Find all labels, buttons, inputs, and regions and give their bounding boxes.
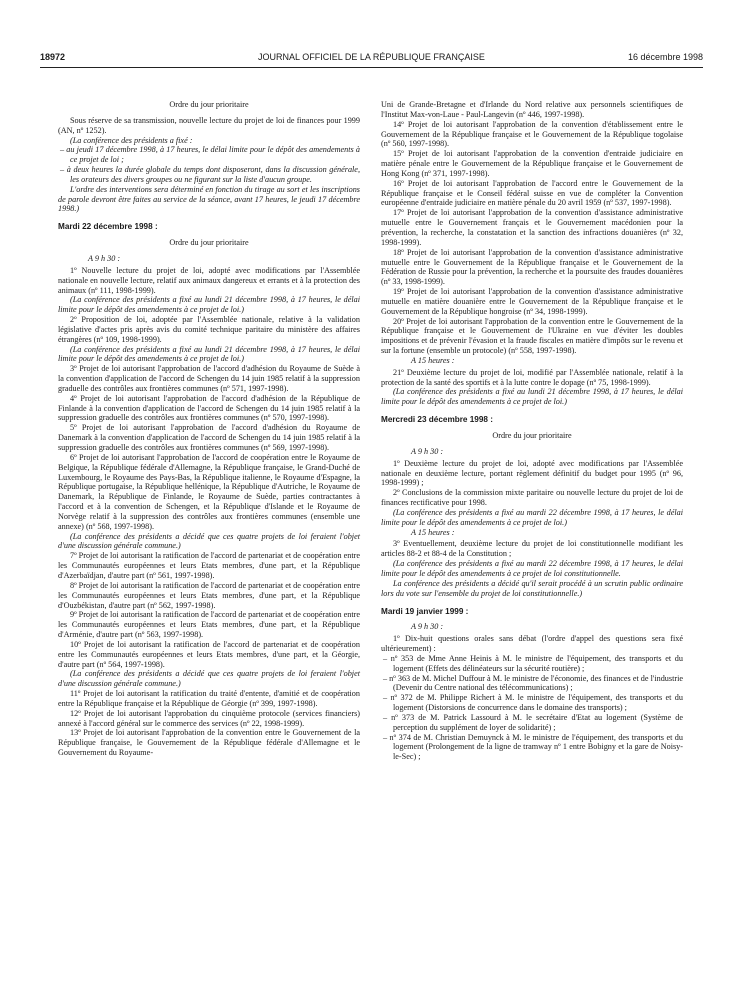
agenda-item: 11º Projet de loi autorisant la ratification du traité d'entente, d'amitié et de coopération entre la République française et la République de Géorgie (nº 399, 1997-1998). [58,689,360,708]
agenda-item: 15º Projet de loi autorisant l'approbation de la convention d'entraide judiciaire en matière pénale entre le Gouvernement de la République française et le Gouvernement de Hong Kong (nº 371, 1997-1998). [381,149,683,178]
section-heading: Ordre du jour prioritaire [492,431,572,440]
question-item: – nº 353 de Mme Anne Heinis à M. le ministre de l'équipement, des transports et du logement (Effets des délinéateurs sur la sécurité routière) ; [383,653,683,673]
note-bullet: – à deux heures la durée globale du temps dont disposeront, dans la discussion générale, les orateurs des divers groupes ou ne figurant sur la liste d'aucun groupe. [60,165,360,184]
agenda-item: 10º Projet de loi autorisant la ratification de l'accord de partenariat et de coopération entre les Communautés européennes et leurs Etats membres, d'une part, et la Géorgie, d'autre part (nº 564, 1997-1998). [58,639,360,669]
time-heading: A 15 heures : [411,355,455,365]
paragraph: Sous réserve de sa transmission, nouvelle lecture du projet de loi de finances pour 1999 (AN, nº 1252). [58,115,360,135]
journal-title: JOURNAL OFFICIEL DE LA RÉPUBLIQUE FRANÇAISE [258,52,485,62]
date-heading: Mardi 19 janvier 1999 : [381,606,469,616]
time-heading: A 15 heures : [411,527,455,537]
section-heading: Ordre du jour prioritaire [169,238,249,248]
conference-note: L'ordre des interventions sera déterminé en fonction du tirage au sort et les inscriptions de parole devront être faites au service de la séance, avant 17 heures, le jeudi 17 décembre 1998.) [58,184,360,214]
page-header [40,52,703,68]
agenda-item: 21º Deuxième lecture du projet de loi, modifié par l'Assemblée nationale, relatif à la protection de la santé des sportifs et à la lutte contre le dopage (nº 75, 1998-1999). [381,367,683,387]
agenda-item: 3º Eventuellement, deuxième lecture du projet de loi constitutionnelle modifiant les articles 88-2 et 88-4 de la Constitution ; [381,539,683,559]
time-heading: A 9 h 30 : [411,622,444,632]
date-heading: Mercredi 23 décembre 1998 : [381,415,493,425]
header-rule [40,67,703,68]
agenda-item: 19º Projet de loi autorisant l'approbation de la convention d'assistance administrative mutuelle en matière douanière entre le Gouvernement de la République française et le Gouvernement de la République hongroise (nº 34, 1998-1999). [381,287,683,316]
conference-note: La conférence des présidents a décidé qu'il serait procédé à un scrutin public ordinaire lors du vote sur l'ensemble du projet de loi constitutionnelle.) [381,578,683,598]
agenda-item: 20º Projet de loi autorisant l'approbation de la convention entre le Gouvernement de la République française et le Gouvernement de l'Ukraine en vue d'éviter les doubles impositions et de prévenir l'évasion et la fraude fiscales en matière d'impôts sur le revenu et sur la fortune (ensemble un protocole) (nº 558, 1997-1998). [381,316,683,356]
note-bullet: – au jeudi 17 décembre 1998, à 17 heures, le délai limite pour le dépôt des amendements à ce projet de loi ; [60,145,360,165]
agenda-item: 18º Projet de loi autorisant l'approbation de la convention d'assistance administrative mutuelle entre le Gouvernement de la République française et le Gouvernement de la Fédération de Russie pour la prévention, la recherche et la poursuite des fraudes douanières (nº 33, 1998-1999). [381,247,683,287]
agenda-item: 14º Projet de loi autorisant l'approbation de la convention d'établissement entre le Gouvernement de la République française et le Gouvernement de la République togolaise (nº 560, 1997-1998). [381,119,683,149]
agenda-item: 13º Projet de loi autorisant l'approbation de la convention entre le Gouvernement de la République française, le Gouvernement de la République fédérale d'Allemagne et le Gouvernement du Royaume- [58,728,360,758]
agenda-item: 5º Projet de loi autorisant l'approbation de l'accord d'adhésion du Royaume de Danemark à la convention d'application de l'accord de Schengen du 14 juin 1985 relatif à la suppression graduelle des contrôles aux frontières communes (nº 569, 1997-1998). [58,423,360,452]
question-item: – nº 374 de M. Christian Demuynck à M. le ministre de l'équipement, des transports et du logement (Prolongement de la ligne de tramway nº 1 entre Bobigny et la gare de Noisy-le-Sec) ; [383,732,683,762]
conference-note: (La conférence des présidents a fixé au lundi 21 décembre 1998, à 17 heures, le délai limite pour le dépôt des amendements à ce projet de loi.) [58,344,360,364]
time-heading: A 9 h 30 : [411,446,444,456]
time-heading: A 9 h 30 : [88,253,121,263]
question-item: – nº 373 de M. Patrick Lassourd à M. le secrétaire d'Etat au logement (Système de perception du supplément de loyer de solidarité) ; [383,712,683,732]
agenda-item: 6º Projet de loi autorisant l'approbation de l'accord de coopération entre le Royaume de Belgique, la République fédérale d'Allemagne, la République française, le Grand-Duché de Luxembourg, le Royaume des Pays-Bas, la République italienne, le Royaume d'Espagne, la République portugaise, la République hellénique, la République d'Autriche, le Royaume de Danemark, la République de Finlande, le Royaume de Suède, parties contractantes à l'accord et à la convention de Schengen, et la République d'Islande et le Royaume de Norvège relatif à la suppression des contrôles aux frontières communes (ensemble une annexe) (nº 568, 1997-1998). [58,452,360,531]
agenda-item: 17º Projet de loi autorisant l'approbation de la convention d'assistance administrative mutuelle entre le Gouvernement français et le Gouvernement macédonien pour la prévention, la recherche, la constatation et la sanction des infractions douanières (nº 32, 1998-1999). [381,208,683,247]
conference-note: (La conférence des présidents a décidé que ces quatre projets de loi feraient l'objet d'une discussion générale commune.) [58,531,360,551]
agenda-item-continued: Uni de Grande-Bretagne et d'Irlande du Nord relative aux personnels scientifiques de l'Institut Max-von-Laue - Paul-Langevin (nº 446, 1997-1998). [381,100,683,119]
question-item: – nº 363 de M. Michel Duffour à M. le ministre de l'économie, des finances et de l'industrie (Devenir du Centre national des télécommunications) ; [383,673,683,693]
date-heading: Mardi 22 décembre 1998 : [58,222,158,232]
agenda-item: 1º Deuxième lecture du projet de loi, adopté avec modifications par l'Assemblée nationale en deuxième lecture, portant règlement définitif du budget pour 1995 (nº 96, 1998-1999) ; [381,458,683,488]
agenda-item: 8º Projet de loi autorisant la ratification de l'accord de partenariat et de coopération entre les Communautés européennes et leurs Etats membres, d'une part, et la République d'Ouzbékistan, d'autre part (nº 562, 1997-1998). [58,580,360,610]
agenda-item: 1º Nouvelle lecture du projet de loi, adopté avec modifications par l'Assemblée nationale en nouvelle lecture, relatif aux animaux dangereux et errants et à la protection des animaux (nº 111, 1998-1999). [58,265,360,295]
agenda-item: 9º Projet de loi autorisant la ratification de l'accord de partenariat et de coopération entre les Communautés européennes et leurs Etats membres, d'une part, et la République d'Arménie, d'autre part (nº 563, 1997-1998). [58,610,360,640]
agenda-item: 1º Dix-huit questions orales sans débat (l'ordre d'appel des questions sera fixé ultérieurement) : [381,634,683,654]
page-number: 18972 [40,52,66,62]
agenda-item: 2º Conclusions de la commission mixte paritaire ou nouvelle lecture du projet de loi de finances rectificative pour 1998. [381,488,683,508]
issue-date: 16 décembre 1998 [627,52,703,62]
agenda-item: 4º Projet de loi autorisant l'approbation de l'accord d'adhésion de la République de Finlande à la convention d'application de l'accord de Schengen du 14 juin 1985 relatif à la suppression graduelle des contrôles aux frontières communes (nº 570, 1997-1998). [58,393,360,423]
right-column [381,100,683,762]
conference-note: (La conférence des présidents a décidé que ces quatre projets de loi feraient l'objet d'une discussion générale commune.) [58,669,360,689]
question-item: – nº 372 de M. Philippe Richert à M. le ministre de l'équipement, des transports et du logement (Distorsions de concurrence dans le domaine des transports) ; [383,693,683,713]
agenda-item: 7º Projet de loi autorisant la ratification de l'accord de partenariat et de coopération entre les Communautés européennes et leurs Etats membres, d'une part, et la République d'Azerbaïdjan, d'autre part (nº 561, 1997-1998). [58,551,360,580]
conference-note: (La conférence des présidents a fixé au mardi 22 décembre 1998, à 17 heures, le délai limite pour le dépôt des amendements à ce projet de loi constitutionnelle. [381,559,683,578]
agenda-item: 2º Proposition de loi, adoptée par l'Assemblée nationale, relative à la validation législative d'actes pris après avis du comité technique paritaire du ministère des affaires étrangères (nº 109, 1998-1999). [58,315,360,344]
agenda-item: 16º Projet de loi autorisant l'approbation de l'accord entre le Gouvernement de la République française et le Conseil fédéral suisse en vue de compléter la Convention européenne d'entraide judiciaire en matière pénale du 20 avril 1959 (nº 537, 1997-1998). [381,178,683,208]
conference-note: (La conférence des présidents a fixé au lundi 21 décembre 1998, à 17 heures, le délai limite pour le dépôt des amendements à ce projet de loi.) [58,295,360,315]
left-column [58,100,360,758]
conference-note: (La conférence des présidents a fixé au mardi 22 décembre 1998, à 17 heures, le délai limite pour le dépôt des amendements à ce projet de loi.) [381,507,683,527]
agenda-item: 3º Projet de loi autorisant l'approbation de l'accord d'adhésion du Royaume de Suède à la convention d'application de l'accord de Schengen du 14 juin 1985 relatif à la suppression graduelle des contrôles aux frontières communes (nº 571, 1997-1998). [58,364,360,393]
section-heading: Ordre du jour prioritaire [169,100,249,109]
conference-note: (La conférence des présidents a fixé au lundi 21 décembre 1998, à 17 heures, le délai limite pour le dépôt des amendements à ce projet de loi.) [381,387,683,407]
agenda-item: 12º Projet de loi autorisant l'approbation du cinquième protocole (services financiers) annexé à l'accord général sur le commerce des services (nº 22, 1998-1999). [58,708,360,728]
conference-note: (La conférence des présidents a fixé : [70,135,193,145]
